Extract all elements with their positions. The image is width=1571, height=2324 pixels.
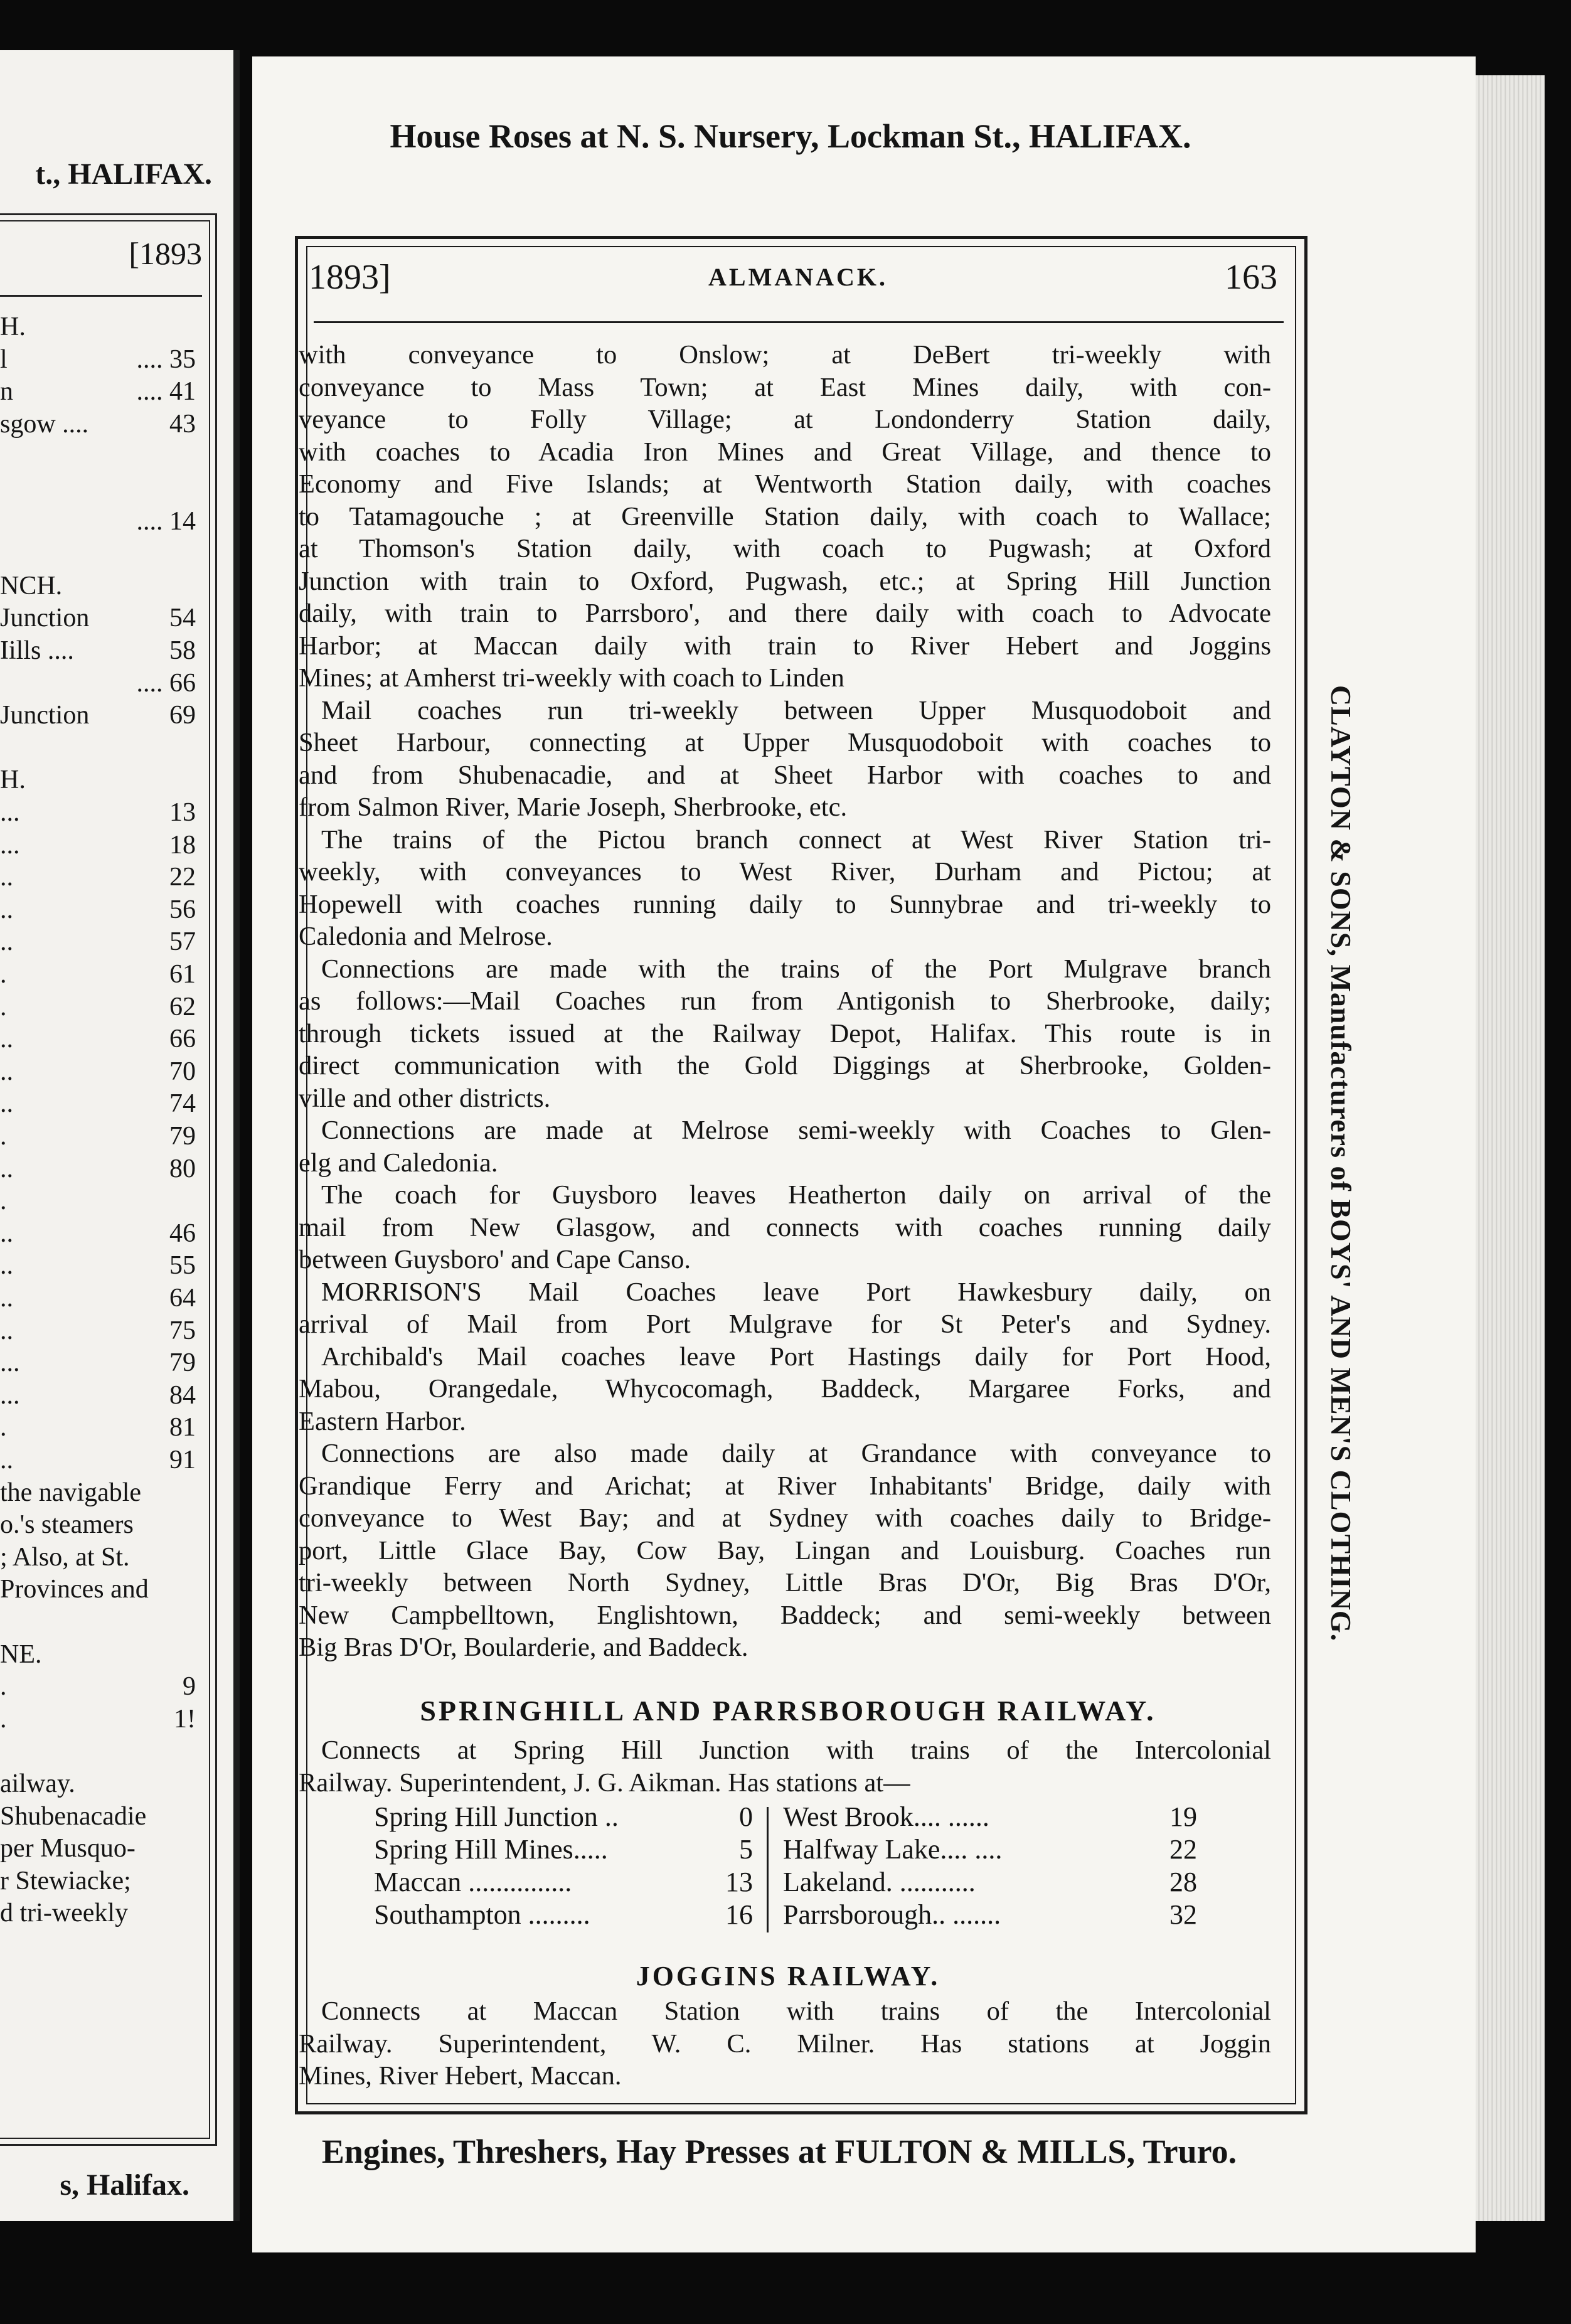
facing-page-line-text: .. [0, 1251, 13, 1281]
station-row [783, 1899, 1197, 1931]
text-line: New Campbelltown, Englishtown, Baddeck; and semi-weekly between [299, 1600, 1271, 1630]
springhill-stations-table [374, 1801, 1215, 1938]
text-line: veyance to Folly Village; at Londonderry Station daily, [299, 405, 1271, 434]
station-miles: 5 [739, 1834, 753, 1865]
facing-page-line-number: 1! [174, 1704, 196, 1734]
facing-page-line-text: .. [0, 1218, 13, 1248]
text-line: Economy and Five Islands; at Wentworth Station daily, with coaches [299, 469, 1271, 499]
facing-page-line [0, 1606, 196, 1638]
facing-page-line [0, 764, 196, 796]
facing-page-line [0, 1217, 196, 1250]
facing-page-line-text: ... [0, 1380, 20, 1410]
facing-page-line-text: d tri-weekly [0, 1899, 129, 1928]
facing-page-line [0, 829, 196, 861]
text-line: through tickets issued at the Railway Depot, Halifax. This route is in [299, 1018, 1271, 1048]
springhill-railway-text [299, 1734, 1271, 1799]
facing-page-line-text: per Musquo- [0, 1834, 136, 1863]
facing-page-line-text: . [0, 1672, 7, 1702]
station-row [783, 1833, 1197, 1866]
facing-page-line-text: o.'s steamers [0, 1510, 134, 1540]
facing-page-line-number: 64 [169, 1284, 196, 1313]
station-name: Southampton ......... [374, 1899, 590, 1930]
text-line: The trains of the Pictou branch connect at West River Station tri- [321, 824, 1271, 855]
facing-page-line-text: .. [0, 1057, 13, 1086]
facing-page-line-text: the navigable [0, 1478, 142, 1507]
facing-page-line-number: 55 [169, 1251, 196, 1281]
station-name: Lakeland. ........... [783, 1867, 976, 1897]
text-line: as follows:—Mail Coaches run from Antigonish to Sherbrooke, daily; [299, 986, 1271, 1016]
facing-page-line [0, 732, 196, 764]
running-head-title: ALMANACK. [708, 263, 888, 291]
facing-page-line [0, 1087, 196, 1120]
facing-page-line [0, 1314, 196, 1347]
facing-page-line-text: ... [0, 1348, 20, 1378]
text-line: Mines, River Hebert, Maccan. [299, 2061, 622, 2091]
station-miles: 13 [725, 1867, 753, 1897]
facing-page-line-text: ; Also, at St. [0, 1542, 130, 1572]
facing-page-line-text: Iills .... [0, 636, 74, 665]
station-row [374, 1866, 753, 1899]
facing-page-line [0, 440, 196, 472]
springhill-railway-title: SPRINGHILL AND PARRSBOROUGH RAILWAY. [420, 1695, 1156, 1727]
facing-page-line-text: .. [0, 863, 13, 892]
coach-connections-text [299, 339, 1271, 1664]
station-row [783, 1801, 1197, 1833]
facing-page-line [0, 1476, 196, 1509]
footer-advertisement: Engines, Threshers, Hay Presses at FULTON & MILLS, Truro. [321, 2133, 1237, 2170]
facing-page-line [0, 472, 196, 505]
facing-page-line-text: Junction [0, 604, 90, 633]
text-line: Connects at Maccan Station with trains of the Intercolonial [321, 1996, 1271, 2026]
facing-page-line-text: Provinces and [0, 1575, 149, 1604]
facing-page-line [0, 505, 196, 538]
facing-page-line [0, 1185, 196, 1217]
text-line: with conveyance to Onslow; at DeBert tri-weekly with [299, 340, 1271, 370]
station-name: West Brook.... ...... [783, 1801, 989, 1832]
station-miles: 0 [739, 1801, 753, 1832]
facing-page-line-number: 74 [169, 1089, 196, 1119]
facing-page-line-number: 56 [169, 895, 196, 924]
text-line: elg and Caledonia. [299, 1148, 498, 1178]
facing-page-line-text: .. [0, 895, 13, 924]
facing-page-line-number: 79 [169, 1122, 196, 1151]
facing-page-line-text: .. [0, 1284, 13, 1313]
text-line: and from Shubenacadie, and at Sheet Harbor with coaches to and [299, 760, 1271, 790]
facing-page-line-number: .... 41 [136, 377, 196, 407]
text-line: MORRISON'S Mail Coaches leave Port Hawkesbury daily, on [321, 1277, 1271, 1307]
facing-page-footer-ad: s, Halifax. [60, 2168, 189, 2202]
text-line: conveyance to West Bay; and at Sydney with coaches daily to Bridge- [299, 1503, 1271, 1533]
facing-page-line-number: 62 [169, 992, 196, 1021]
facing-page-line-text: .. [0, 1316, 13, 1345]
facing-page-line-number: 79 [169, 1348, 196, 1378]
facing-page-line-text: ... [0, 830, 20, 860]
station-row [374, 1833, 753, 1866]
station-row [374, 1899, 753, 1931]
facing-page-line-number: 58 [169, 636, 196, 665]
facing-page-line [0, 1444, 196, 1476]
text-line: Connections are made with the trains of the Port Mulgrave branch [321, 954, 1271, 984]
text-line: at Thomson's Station daily, with coach to Pugwash; at Oxford [299, 534, 1271, 563]
station-name: Maccan ............... [374, 1867, 572, 1897]
facing-page-line-text: . [0, 1704, 7, 1734]
facing-page-line [0, 991, 196, 1023]
facing-page-line-text: .. [0, 1154, 13, 1183]
facing-page-line [0, 1282, 196, 1314]
facing-page-line [0, 1023, 196, 1055]
facing-page-line [0, 1508, 196, 1541]
text-line: Harbor; at Maccan daily with train to River Hebert and Joggins [299, 631, 1271, 661]
stations-column-divider [767, 1807, 769, 1932]
facing-page-line-number: 54 [169, 604, 196, 633]
station-name: Halfway Lake.... .... [783, 1834, 1003, 1865]
text-line: tri-weekly between North Sydney, Little Bras D'Or, Big Bras D'Or, [299, 1568, 1271, 1597]
facing-page-line [0, 1670, 196, 1703]
facing-page-line-text: Shubenacadie [0, 1801, 147, 1831]
facing-page-line-number: 18 [169, 830, 196, 860]
text-line: Caledonia and Melrose. [299, 922, 553, 951]
station-miles: 28 [1169, 1867, 1197, 1897]
facing-page-line [0, 311, 196, 343]
facing-page-line-text: Junction [0, 701, 90, 730]
facing-page-line-text: .. [0, 1446, 13, 1474]
text-line: Big Bras D'Or, Boularderie, and Baddeck. [299, 1633, 748, 1662]
facing-page-line-text: ... [0, 798, 20, 827]
text-line: between Guysboro' and Cape Canso. [299, 1245, 691, 1274]
text-line: Archibald's Mail coaches leave Port Hastings daily for Port Hood, [321, 1341, 1271, 1372]
facing-page-line [0, 1767, 196, 1800]
facing-page-line [0, 375, 196, 408]
facing-page-line [0, 408, 196, 440]
facing-page-line-text: NE. [0, 1639, 42, 1669]
facing-page-line-text: H. [0, 765, 26, 795]
facing-page-line-number: 13 [169, 798, 196, 827]
running-head-rule [314, 321, 1284, 323]
facing-page-line [0, 1346, 196, 1379]
text-line: The coach for Guysboro leaves Heatherton daily on arrival of the [321, 1180, 1271, 1210]
facing-page-rule [0, 295, 202, 297]
facing-page-line [0, 699, 196, 732]
facing-page-line [0, 1153, 196, 1185]
facing-page-line [0, 893, 196, 926]
facing-page-line-number: 81 [169, 1413, 196, 1442]
facing-page-year: [1893 [129, 236, 202, 271]
facing-page-line-text: .. [0, 927, 13, 957]
text-line: Sheet Harbour, connecting at Upper Musquodoboit with coaches to [299, 728, 1271, 757]
facing-page-line-text: sgow .... [0, 409, 89, 439]
station-miles: 32 [1169, 1899, 1197, 1930]
text-line: Hopewell with coaches running daily to Sunnybrae and tri-weekly to [299, 889, 1271, 919]
text-line: Mines; at Amherst tri-weekly with coach to Linden [299, 663, 844, 693]
facing-page [0, 50, 240, 2221]
text-line: conveyance to Mass Town; at East Mines daily, with con- [299, 372, 1271, 402]
facing-page-line-text: .. [0, 1089, 13, 1119]
stations-left-column [374, 1801, 753, 1931]
facing-page-line [0, 343, 196, 376]
facing-page-line [0, 1541, 196, 1574]
facing-page-header-ad: t., HALIFAX. [35, 157, 212, 191]
facing-page-line-text: ailway. [0, 1769, 75, 1798]
facing-page-line-number: .... 66 [136, 668, 196, 698]
running-head-year: 1893] [309, 258, 391, 297]
facing-page-line [0, 1249, 196, 1282]
text-line: Connections are made at Melrose semi-weekly with Coaches to Glen- [321, 1116, 1271, 1145]
facing-page-line [0, 602, 196, 634]
facing-page-line-text: . [0, 1186, 7, 1216]
facing-page-line [0, 925, 196, 958]
text-line: mail from New Glasgow, and connects with coaches running daily [299, 1212, 1271, 1242]
facing-page-line-number: .... 14 [136, 506, 196, 536]
facing-page-line-text: .. [0, 1025, 13, 1054]
joggins-railway-title: JOGGINS RAILWAY. [636, 1961, 940, 1991]
facing-page-line [0, 1638, 196, 1671]
text-line: with coaches to Acadia Iron Mines and Great Village, and thence to [299, 437, 1271, 467]
facing-page-line [0, 1120, 196, 1153]
station-miles: 16 [725, 1899, 753, 1930]
station-miles: 19 [1169, 1801, 1197, 1832]
facing-page-line-text: l [0, 344, 8, 374]
facing-page-line [0, 1379, 196, 1412]
facing-page-line-number: 46 [169, 1218, 196, 1248]
facing-page-line [0, 1865, 196, 1897]
stations-right-column [783, 1801, 1197, 1931]
joggins-railway-text [299, 1995, 1271, 2092]
facing-page-line-text: . [0, 1413, 7, 1442]
facing-page-line [0, 1573, 196, 1606]
station-name: Spring Hill Mines..... [374, 1834, 608, 1865]
station-name: Spring Hill Junction .. [374, 1801, 619, 1832]
text-line: weekly, with conveyances to West River, Durham and Pictou; at [299, 857, 1271, 887]
facing-page-line-number: 75 [169, 1316, 196, 1345]
text-line: Mabou, Orangedale, Whycocomagh, Baddeck, Margaree Forks, and [299, 1374, 1271, 1404]
facing-page-line-number: .... 35 [136, 344, 196, 374]
facing-page-line-text: n [0, 377, 13, 407]
facing-page-line [0, 667, 196, 700]
page-number: 163 [1225, 258, 1277, 297]
facing-page-line [0, 1800, 196, 1833]
text-line: arrival of Mail from Port Mulgrave for St Peter's and Sydney. [299, 1309, 1271, 1339]
page-edges [1476, 75, 1545, 2221]
facing-page-line-number: 61 [169, 960, 196, 989]
facing-page-line-text: H. [0, 312, 26, 341]
text-line: Connections are also made daily at Grandance with conveyance to [321, 1439, 1271, 1468]
facing-page-line-number: 69 [169, 701, 196, 730]
facing-page-line [0, 1703, 196, 1735]
facing-page-line-text: NCH. [0, 571, 63, 600]
facing-page-line [0, 1055, 196, 1088]
facing-page-line [0, 796, 196, 829]
text-line: direct communication with the Gold Diggings at Sherbrooke, Golden- [299, 1051, 1271, 1080]
facing-page-line [0, 958, 196, 991]
header-advertisement: House Roses at N. S. Nursery, Lockman St., HALIFAX. [390, 117, 1191, 155]
facing-page-line-number: 70 [169, 1057, 196, 1086]
facing-page-line-number: 57 [169, 927, 196, 957]
facing-page-line [0, 1897, 196, 1929]
running-head [309, 257, 1287, 302]
facing-page-line-number: 91 [169, 1446, 196, 1474]
facing-page-line [0, 634, 196, 667]
station-miles: 22 [1169, 1834, 1197, 1865]
facing-page-line-text: . [0, 992, 7, 1021]
facing-page-line [0, 861, 196, 893]
text-line: port, Little Glace Bay, Cow Bay, Lingan and Louisburg. Coaches run [299, 1535, 1271, 1565]
station-row [783, 1866, 1197, 1899]
facing-page-line [0, 1411, 196, 1444]
text-line: Junction with train to Oxford, Pugwash, etc.; at Spring Hill Junction [299, 566, 1271, 596]
text-line: Railway. Superintendent, J. G. Aikman. Has stations at— [299, 1767, 910, 1798]
facing-page-line-text: . [0, 960, 7, 989]
station-row [374, 1801, 753, 1833]
text-line: Mail coaches run tri-weekly between Upper Musquodoboit and [321, 695, 1271, 725]
text-line: Grandique Ferry and Arichat; at River Inhabitants' Bridge, daily with [299, 1471, 1271, 1501]
facing-page-line-number: 80 [169, 1154, 196, 1183]
facing-page-line-text: . [0, 1122, 7, 1151]
text-line: ville and other districts. [299, 1083, 551, 1113]
facing-page-line-number: 43 [169, 409, 196, 439]
text-line: from Salmon River, Marie Joseph, Sherbrooke, etc. [299, 792, 848, 822]
facing-page-line [0, 570, 196, 602]
facing-page-line-number: 22 [169, 863, 196, 892]
text-line: to Tatamagouche ; at Greenville Station daily, with coach to Wallace; [299, 501, 1271, 531]
facing-page-line-number: 9 [183, 1672, 196, 1702]
facing-page-line-text: r Stewiacke; [0, 1866, 131, 1895]
facing-page-line [0, 1832, 196, 1865]
station-name: Parrsborough.. ....... [783, 1899, 1001, 1930]
text-line: Eastern Harbor. [299, 1406, 466, 1436]
facing-page-line-number: 84 [169, 1380, 196, 1410]
side-advertisement: CLAYTON & SONS, Manufacturers of BOYS' AND MEN'S CLOTHING. [1325, 685, 1357, 1642]
facing-page-line [0, 1735, 196, 1767]
text-line: daily, with train to Parrsboro', and there daily with coach to Advocate [299, 599, 1271, 628]
facing-page-line [0, 537, 196, 570]
text-line: Railway. Superintendent, W. C. Milner. Has stations at Joggin [299, 2028, 1271, 2059]
facing-page-line-number: 66 [169, 1025, 196, 1054]
text-line: Connects at Spring Hill Junction with trains of the Intercolonial [321, 1735, 1271, 1765]
